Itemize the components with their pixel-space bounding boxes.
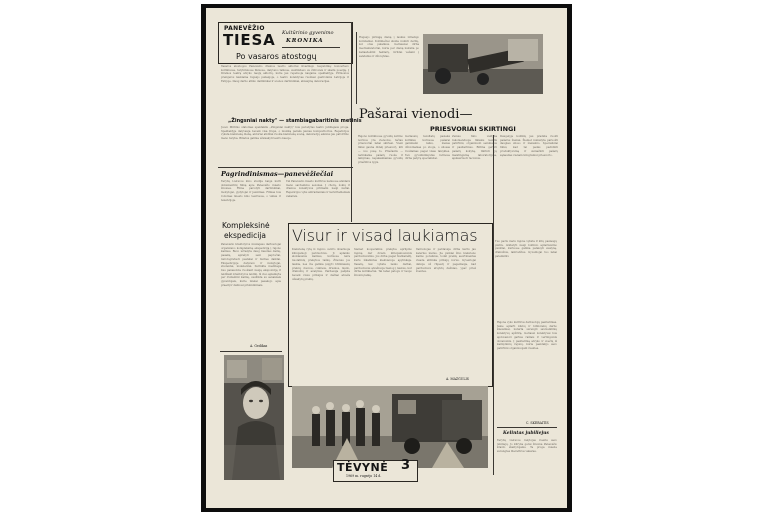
portrait-photo [224, 355, 284, 480]
pasarai-col-4: Daugelyje kolūkių jau pradėta ruošti pašarus žiemai. Šiemet numatyta paruošti daugiau siloso ir šienainio. Specialistai tikisi, kad tai padės padidinti produktyvumą ir sumažinti pašarų sąnaudas vienam kilogramui priesvorio. [500, 135, 558, 157]
pagrindinis-body-b: Vėl Panevėžio miesto kultūros namuose atsidarė meno saviveiklos sezonas. Į chorą, šokių ir dramos kolektyvus priimami nauji nariai. Repeticijos vyks antradieniais ir ketvirtadieniais vakarais. [286, 180, 350, 198]
zingsniai-body: Juozo Miltinio statomas spektaklis „Žingsniai nakty\" bus parodytas teatro jubiliejaus proga. Spektaklyje dalyvauja beveik visa trupė, o muziką parašė jaunas kompozitorius. Repeticijos vyksta kiekvieną dieną, aktoriai atidžiai ruošia kiekvieną sceną, dekoracijų eskizus jau patvirtino meno taryba. Bilietus galima užsisakyti teatro kasoje. [221, 126, 349, 141]
kelione-signature: C. SKEBAITIS [526, 421, 549, 425]
left-column-rule [351, 22, 352, 222]
kompleksine-bottom-rule [220, 351, 282, 352]
newspaper-page [206, 8, 567, 508]
visur-signature: A. MAZGULIS [446, 377, 469, 381]
kelione-subtitle: Kelintas jubiliejus [503, 431, 549, 436]
truck-photo [292, 386, 488, 468]
kelione-body: Tarybų Lietuvos rašytojas šventė savo jubiliejų. Jo kūryba gerai žinoma Panevėžio krašto skaitytojams. Ta proga mieste surengtas literatūros vakaras. [497, 439, 557, 454]
kompleksine-signature: A. Gedikas [250, 344, 268, 348]
visur-col-3: Vairuotojas ir pardavėja dirba kartu jau kelerius metus. Jie puikiai žino kiekvieno kaimo poreikius, todėl prekių asortimentas visada atitinka pirkėjų norus. Gyventojai dėkoja už rūpestį ir pageidauja, kad parduotuvė atvyktų dažniau, ypač prieš šventes. [416, 248, 476, 274]
pasarai-col-1: Rajono kolūkiuose gyvulių šėrimo normos yra vienodos, tačiau priesvoriai labai skiriasi. Vieni ūkiai gauna didelį priesvorį, kiti — vos pusę to. Priežastis — netinkama pašarų ruoša ir laikymas, nepakankamas gyvulių priežiūros lygis. [358, 135, 403, 164]
pasarai-subtitle: PRIESVORIAI SKIRTINGI [430, 125, 516, 133]
kompleksine-title-2: ekspedicija [224, 231, 266, 240]
harvester-graphic [423, 34, 543, 94]
right-column-rule [493, 135, 494, 475]
portrait-graphic [224, 355, 284, 480]
section-line2: KRONIKA [286, 38, 324, 44]
kronika-bottom-rule [218, 167, 353, 168]
right-column-mid: Tuo pačiu metu rajone vyksta ir kitų paslaugų plėtra. Atidaryti nauji buitinio aptarnavimo punktai, kuriuose galima pataisyti avalynę, drabužius, laikrodžius. Gyventojai tuo labai patenkinti. [495, 240, 557, 258]
top-center-rule [356, 32, 357, 104]
footer-issue: 3 [401, 458, 411, 473]
masthead-name: TIESA [223, 31, 276, 49]
section-line1: Kultūrinio gyvenimo [282, 30, 334, 36]
visur-col-1: Kiekvieną rytą iš rajono centro išvažiuoja kilnojamoji parduotuvė. Ji aplanko atokiausius kaimus, kuriuose nėra nuolatinių prekybos taškų. Žmonės jos laukia, nes čia galima įsigyti būtiniausių prekių: duonos, cukraus, druskos, muilo, drabužių ir avalynės. Pardavėja pažįsta beveik visus pirkėjus ir dažnai atveža užsakytų prekių. [292, 248, 350, 281]
visur-title: Visur ir visad laukiamas [292, 226, 478, 245]
vasaros-title: Po vasaros atostogų [236, 52, 317, 61]
right-column-body: Rajone vyko kultūros darbuotojų pasitarimas. Jame aptarti klubų ir bibliotekų darbo klausimai, nutarta surengti saviveiklinių kolektyvų apžiūrą. Geriausi kolektyvai bus apdovanoti garbės raštais ir vertingomis dovanomis. Į pasitarimą atvyko ir svečių iš kaimyninių rajonų, kurie pasidalijo savo patirtimi organizuojant šventes. [497, 321, 557, 350]
pagrindinis-body-a: Tarybų Lietuvos kino studija baigė kurti dokumentinį filmą apie Panevėžio miesto žmones. Filme parodyti darbininkai, mokytojai, gydytojai ir jaunimas. Filmas bus rodomas miesto kino teatruose, o vėliau ir televizijoje. [221, 180, 281, 202]
vasaros-body: Vasaros atostogos Panevėžio dramos teatro aktoriai išvažinėjo respubliką: koncertavo kolūkiuose, tarybiniuose ūkiuose, dalyvavo talkose, susitikdavo su žiūrovais ir skaitė poeziją. Į Dramos teatrą atvyko naujų aktorių, kurie jau repetuoja naujame spektaklyje. Pirmosios premjeros laukiama rugsėjo pabaigoje, o teatro kolektyvas ruošiasi gastrolėms Latvijoje ir Estijoje. Daug darbo atliko dailininkai ir scenos darbininkai, atnaujinę dekoracijas. [221, 65, 349, 83]
pasarai-title: Pašarai vienodi— [359, 107, 473, 122]
kompleksine-title-1: Kompleksinė [222, 221, 270, 230]
zingsniai-title: „Žingsniai nakty" — stambiagabaritinis metinis [228, 118, 362, 124]
right-column-sep [497, 427, 557, 428]
footer-name: TĖVYNĖ [337, 461, 389, 474]
kompleksine-body: Panevėžio kraštotyros muziejaus darbuotojai organizavo kompleksinę ekspediciją į rajono kaimus. Buvo užrašyta daug liaudies dainų, pasakų, aprašyti seni papročiai, nufotografuoti pastatai ir buities daiktai. Ekspedicijoje dalyvavo ir mokytojai, studentai, moksleiviai. Surinkta medžiaga bus panaudota ruošiant naują ekspoziciją ir leidžiant kraštotyros leidinį. Iš viso aplankyta per dvidešimt kaimų, susitikta su senaisiais gyventojais, kurie mielai pasakojo apie praeitį ir dalinosi prisiminimais. [221, 243, 281, 287]
pasarai-col-2: Geriausių rezultatų pasiekė kolūkiai, kuriuose pašarai gaminami laiku, šienas džiovinamas po stogu, o silosas ruošiamas pagal visas taisykles. Ten gyvulininkystės fermose dirba patyrę specialistai. [405, 135, 450, 161]
top-center-body: Rugsėjo pirmąją dieną į laukus išriedėjo kombainai. Kolūkiečiai skuba nuimti derlių, kol oras palankus. Geriausiai dirba mechanizatoriai, kurie per dieną nukulia po keliasdešimt hektarų. Grūdai vežami į sandėlius ir džiovyklas. [359, 36, 419, 58]
pagrindinis-title: Pagrindinismas—panevėžiečiai [221, 170, 334, 178]
visur-col-2: Šiemet kooperatinė prekyba aprūpino rajoną dar dviem kilnojamosiomis parduotuvėmis. Jos dirba pagal tvarkaraštį, kuris iškabintas kiekvienoje apylinkėje. Vasarą, kai vyksta lauko darbai, parduotuvės atvažiuoja tiesiog į laukus, kur dirba kolūkiečiai. Tai labai patogu ir taupo žmonių laiką. [354, 248, 412, 277]
masthead-pre: PANEVĖŽIO [224, 25, 265, 32]
truck-graphic [292, 386, 488, 468]
harvester-photo [423, 34, 543, 94]
masthead-underline [282, 47, 340, 48]
pasarai-col-3: Žemės ūkio valdyba rekomenduoja ūkiams keistis patirtimi, organizuoti seminarus ir pasitarimus. Būtina gerinti pašarų kokybę, tikrinti jų maistingumą laboratorijose, apskaičiuoti racionus. [452, 135, 497, 161]
footer-date: 1969 m. rugsėjo 14 d. [346, 474, 382, 478]
